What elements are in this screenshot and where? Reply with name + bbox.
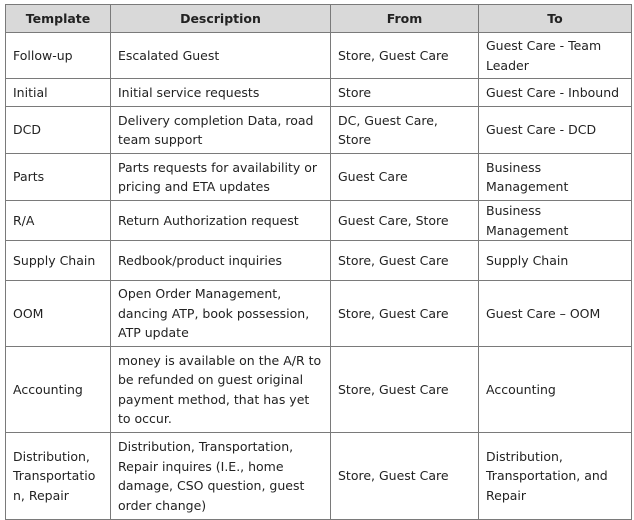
cell-from: Store, Guest Care [331,33,479,79]
cell-description: Return Authorization request [111,201,331,241]
cell-to: Business Management [479,154,632,201]
cell-from: Store, Guest Care [331,347,479,433]
cell-to: Accounting [479,347,632,433]
cell-template: Accounting [6,347,111,433]
cell-from: Store, Guest Care [331,241,479,281]
table-row [6,33,632,79]
cell-template: R/A [6,201,111,241]
header-from: From [331,5,479,33]
cell-to: Supply Chain [479,241,632,281]
cell-from: Store [331,79,479,107]
table-row [6,79,632,107]
cell-from: Guest Care [331,154,479,201]
cell-from: DC, Guest Care, Store [331,107,479,154]
cell-description: Parts requests for availability or pricing and ETA updates [111,154,331,201]
cell-description: Initial service requests [111,79,331,107]
cell-to: Distribution, Transportation, and Repair [479,433,632,520]
cell-description: Delivery completion Data, road team support [111,107,331,154]
cell-to: Business Management [479,201,632,241]
cell-description: Open Order Management, dancing ATP, book possession, ATP update [111,281,331,347]
cell-from: Guest Care, Store [331,201,479,241]
header-row [6,5,632,33]
cell-template: Supply Chain [6,241,111,281]
header-to: To [479,5,632,33]
cell-description: Redbook/product inquiries [111,241,331,281]
cell-to: Guest Care - DCD [479,107,632,154]
table-row [6,154,632,201]
table-row [6,201,632,241]
cell-template: DCD [6,107,111,154]
table-row [6,433,632,520]
cell-template: Parts [6,154,111,201]
table-row [6,281,632,347]
cell-description: money is available on the A/R to be refunded on guest original payment method, that has yet to occur. [111,347,331,433]
table-row [6,347,632,433]
header-template: Template [6,5,111,33]
cell-description: Escalated Guest [111,33,331,79]
routing-table [5,4,632,520]
cell-template: Initial [6,79,111,107]
cell-to: Guest Care – OOM [479,281,632,347]
cell-description: Distribution, Transportation, Repair inquires (I.E., home damage, CSO question, guest order change) [111,433,331,520]
header-description: Description [111,5,331,33]
cell-template: Follow-up [6,33,111,79]
table-row [6,107,632,154]
cell-from: Store, Guest Care [331,433,479,520]
cell-template: OOM [6,281,111,347]
table-row [6,241,632,281]
cell-to: Guest Care - Inbound [479,79,632,107]
cell-template: Distribution, Transportation, Repair [6,433,111,520]
cell-from: Store, Guest Care [331,281,479,347]
cell-to: Guest Care - Team Leader [479,33,632,79]
